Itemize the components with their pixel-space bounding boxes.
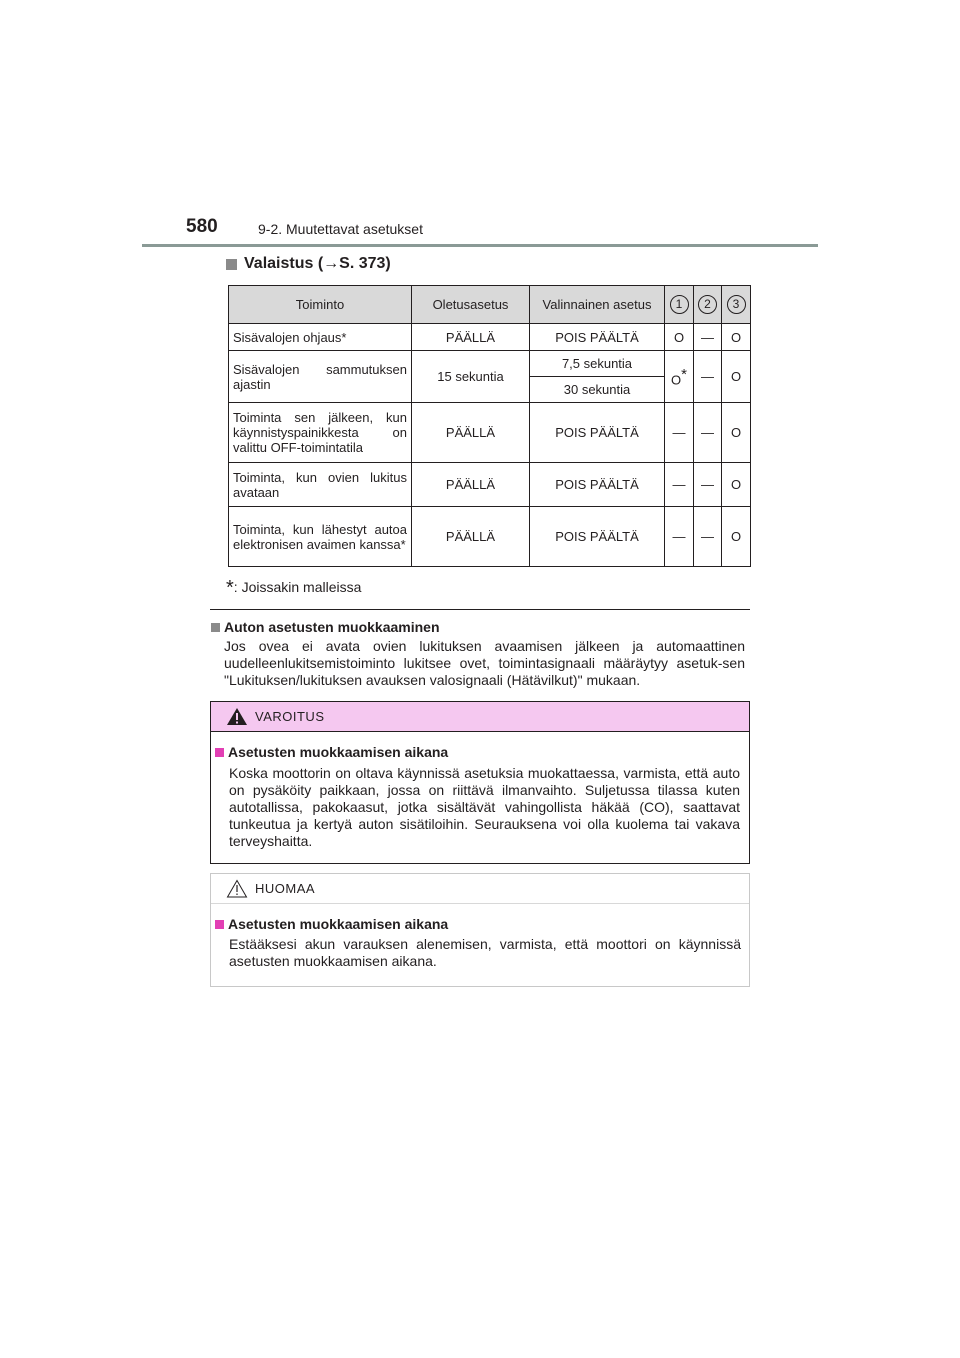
square-bullet-icon	[215, 920, 224, 929]
square-bullet-icon	[211, 623, 220, 632]
table-row	[229, 351, 751, 377]
cell-optional: POIS PÄÄLTÄ	[530, 507, 665, 567]
notice-label: HUOMAA	[255, 881, 316, 896]
cell-mark: —	[694, 403, 722, 463]
cell-optional: 7,5 sekuntia	[530, 351, 665, 377]
cell-mark	[665, 351, 694, 403]
cell-mark: O	[722, 324, 751, 351]
circled-1: 1	[670, 295, 689, 314]
cell-optional: POIS PÄÄLTÄ	[530, 324, 665, 351]
circled-2: 2	[698, 295, 717, 314]
cell-default: PÄÄLLÄ	[412, 403, 530, 463]
warning-subheading	[215, 744, 448, 760]
header-rule	[142, 244, 818, 247]
table-row	[229, 324, 751, 351]
cell-mark: —	[665, 463, 694, 507]
cell-default: PÄÄLLÄ	[412, 463, 530, 507]
info-title: Auton asetusten muokkaaminen	[224, 619, 440, 635]
header-col-3	[722, 286, 751, 324]
info-heading	[211, 619, 440, 635]
square-bullet-icon	[226, 259, 237, 270]
cell-default: PÄÄLLÄ	[412, 324, 530, 351]
notice-text: Estääksesi akun varauksen alenemisen, varmista, että moottori on käynnissä asetusten muokkaamisen aikana.	[229, 936, 741, 969]
header-optional: Valinnainen asetus	[530, 286, 665, 324]
cell-mark: O	[665, 324, 694, 351]
warning-title: Asetusten muokkaamisen aikana	[228, 744, 449, 760]
table-row	[229, 463, 751, 507]
cell-function: Toiminta sen jälkeen, kun käynnistyspainikkesta on valittu OFF-toimintatila	[229, 403, 412, 463]
cell-mark: —	[665, 507, 694, 567]
table-header-row	[229, 286, 751, 324]
cell-mark: O	[722, 351, 751, 403]
cell-mark: O	[722, 403, 751, 463]
header-function: Toiminto	[229, 286, 412, 324]
page-number: 580	[186, 216, 218, 237]
cell-mark: —	[694, 351, 722, 403]
table-row	[229, 507, 751, 567]
notice-header	[211, 874, 749, 904]
warning-label: VAROITUS	[255, 709, 325, 724]
cell-mark: O	[722, 463, 751, 507]
settings-table	[228, 285, 751, 567]
table-row	[229, 403, 751, 463]
cell-mark: —	[694, 324, 722, 351]
footnote-star: *	[226, 577, 234, 599]
warning-box	[210, 701, 750, 864]
warning-triangle-filled-icon	[226, 707, 248, 726]
cell-optional: POIS PÄÄLTÄ	[530, 403, 665, 463]
cell-optional: POIS PÄÄLTÄ	[530, 463, 665, 507]
cell-function: Sisävalojen sammutuksen ajastin	[229, 351, 412, 403]
notice-title: Asetusten muokkaamisen aikana	[228, 916, 449, 932]
warning-text: Koska moottorin on oltava käynnissä asetuksia muokattaessa, varmista, että auto on pysäköity paikkaan, jossa on riittävä ilmanvaihto. Suljetussa tilassa kuten autotallissa, pakokaasut, jotka sisältävät vahingollista häkää (CO), saattavat tunkeutua ja kertyä auton sisätiloihin. Seurauksena voi olla kuolema tai vakava terveyshaitta.	[229, 765, 740, 849]
info-paragraph: Jos ovea ei avata ovien lukituksen avaamisen jälkeen ja automaattinen uudelleenlukitsemistoiminto lukitsee ovet, toimintasignaali määräytyy asetuk-sen "Lukituksen/lukituksen avauksen valosignaali (Hätävilkut)" mukaan.	[224, 638, 745, 688]
cell-default: 15 sekuntia	[412, 351, 530, 403]
warning-triangle-outline-icon	[226, 879, 248, 898]
cell-function: Toiminta, kun lähestyt autoa elektronisen avaimen kanssa*	[229, 507, 412, 567]
section-divider	[210, 609, 750, 610]
cell-mark: O	[722, 507, 751, 567]
notice-box	[210, 873, 750, 987]
footnote-star: *	[681, 365, 687, 383]
cell-mark: —	[694, 463, 722, 507]
mark-text: O	[671, 372, 682, 388]
notice-subheading	[215, 916, 448, 932]
chapter-title: 9-2. Muutettavat asetukset	[258, 221, 423, 237]
cell-mark: —	[694, 507, 722, 567]
table-footnote	[226, 575, 361, 598]
section-heading	[226, 255, 391, 273]
warning-header	[211, 702, 749, 732]
cell-optional: 30 sekuntia	[530, 377, 665, 403]
header-col-1	[665, 286, 694, 324]
cell-default: PÄÄLLÄ	[412, 507, 530, 567]
section-title: Valaistus (→S. 373)	[244, 255, 391, 272]
circled-3: 3	[727, 295, 746, 314]
square-bullet-icon	[215, 748, 224, 757]
cell-function: Toiminta, kun ovien lukitus avataan	[229, 463, 412, 507]
header-col-2	[694, 286, 722, 324]
header-default: Oletusasetus	[412, 286, 530, 324]
cell-function: Sisävalojen ohjaus*	[229, 324, 412, 351]
cell-mark: —	[665, 403, 694, 463]
footnote-text: : Joissakin malleissa	[233, 579, 362, 595]
